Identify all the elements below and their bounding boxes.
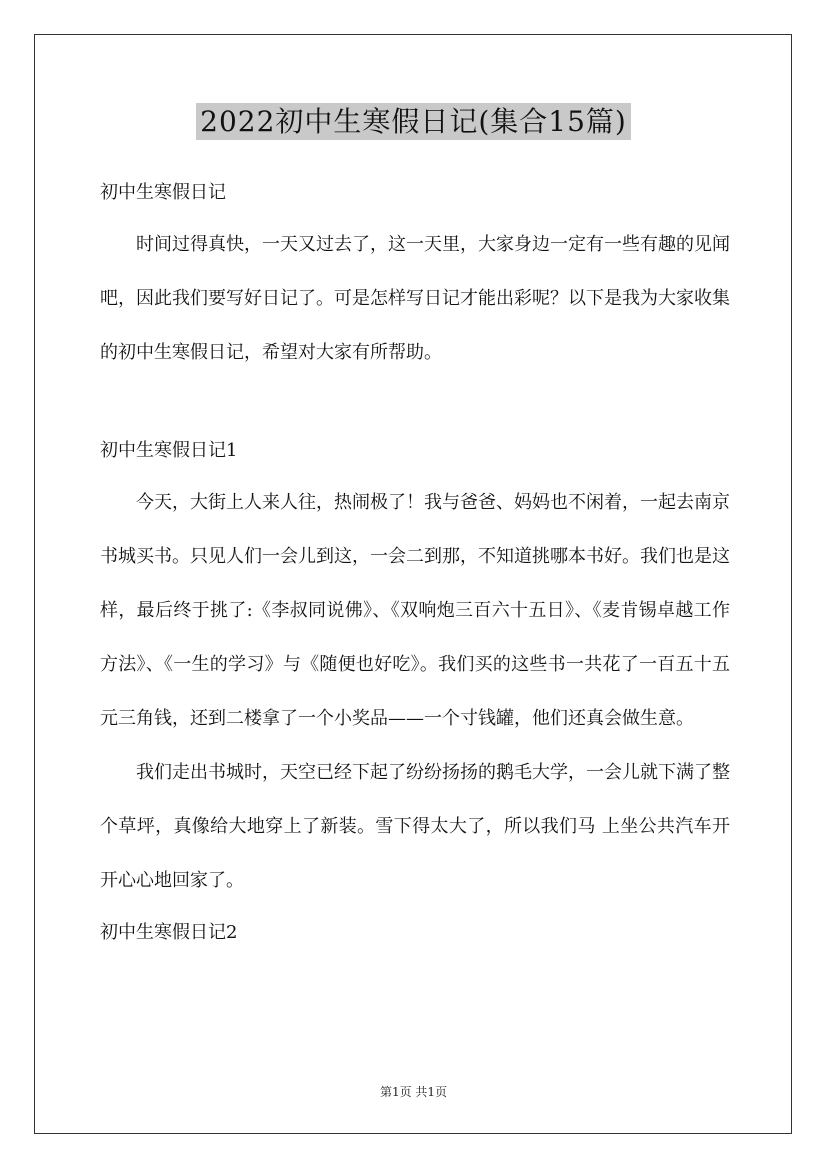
section-spacer [100, 380, 730, 426]
document-title [0, 100, 827, 140]
section-1-paragraph-2: 我们走出书城时，天空已经下起了纷纷扬扬的鹅毛大学，一会儿就下满了整个草坪，真像给大地穿上了新装。雪下得太大了，所以我们马 上坐公共汽车开开心心地回家了。 [100, 762, 730, 891]
intro-heading: 初中生寒假日记 [100, 182, 226, 203]
intro-paragraph: 时间过得真快，一天又过去了，这一天里，大家身边一定有一些有趣的见闻吧，因此我们要写好日记了。可是怎样写日记才能出彩呢？以下是我为大家收集的初中生寒假日记，希望对大家有所帮助。 [100, 234, 730, 363]
document-body [100, 168, 730, 958]
section-1-paragraph-1: 今天，大街上人来人往，热闹极了！我与爸爸、妈妈也不闲着，一起去南京书城买书。只见人们一会儿到这，一会二到那，不知道挑哪本书好。我们也是这样，最后终于挑了:《李叔同说佛》、《双响炮三百六十五日》、《麦肯锡卓越工作方法》、《一生的学习》与《随便也好吃》。我们买的这些书一共花了一百五十五元三角钱，还到二楼拿了一个小奖品——一个寸钱罐，他们还真会做生意。 [100, 492, 730, 729]
section-heading-1: 初中生寒假日记1 [100, 440, 238, 461]
page-footer: 第1页 共1页 [379, 1085, 448, 1099]
section-heading-2: 初中生寒假日记2 [100, 922, 238, 943]
document-title-text: 2022初中生寒假日记(集合15篇) [196, 103, 631, 140]
